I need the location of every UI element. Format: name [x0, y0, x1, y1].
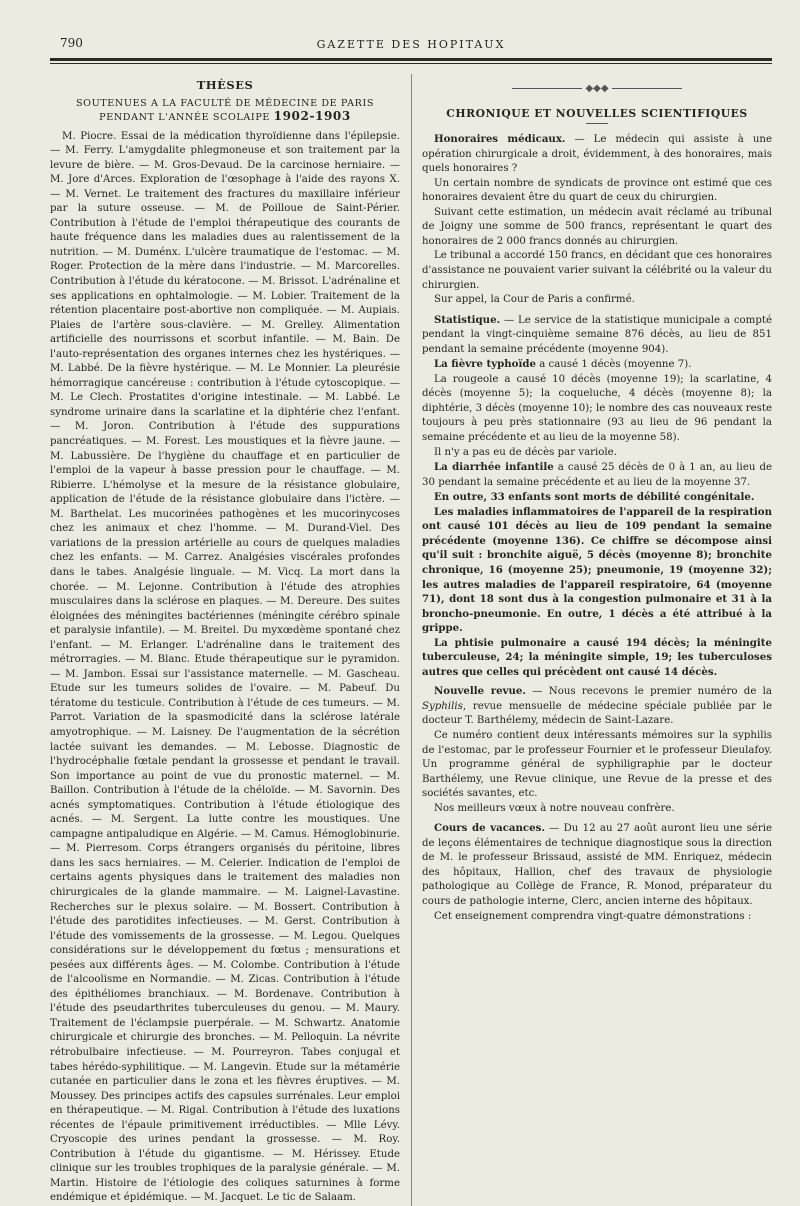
- page: [50, 28, 773, 1204]
- revue-text-1c: , revue mensuelle de médecine spéciale publiée par le docteur T. Barthélemy, médecin de Saint-Lazare.: [422, 700, 772, 727]
- theses-subtitle: [50, 97, 400, 124]
- honoraires-heading: Honoraires médicaux.: [434, 133, 566, 146]
- statistique-text-1: — Le service de la statistique municipale a compté pendant la vingt-cinquième semaine 876 décès, au lieu de 851 pendant la semaine précédente (moyenne 904).: [422, 314, 772, 355]
- statistique-text-6: En outre, 33 enfants sont morts de débilité congénitale.: [434, 491, 755, 504]
- cours-text-2: Cet enseignement comprendra vingt-quatre démonstrations :: [434, 910, 752, 922]
- honoraires-text-2: Un certain nombre de syndicats de province ont estimé que ces honoraires devaient être du quart de ceux du chirurgien.: [422, 177, 772, 204]
- right-column: [422, 74, 772, 1206]
- page-header: [50, 28, 772, 56]
- statistique-text-4: Il n'y a pas eu de décès par variole.: [434, 446, 617, 458]
- theses-subtitle-line2: PENDANT L'ANNÉE SCOLAIPE: [99, 111, 270, 123]
- chronique-rule: [586, 123, 608, 124]
- cours-heading: Cours de vacances.: [434, 822, 545, 835]
- honoraires-text-1: — Le médecin qui assiste à une opération chirurgicale a droit, évidemment, à des honoraires, mais quels honoraires ?: [422, 134, 772, 175]
- theses-year: 1902-1903: [273, 108, 351, 123]
- theses-subtitle-line1: SOUTENUES A LA FACULTÉ DE MÉDECINE DE PARIS: [75, 97, 375, 109]
- cours-text-1: — Du 12 au 27 août auront lieu une série de leçons élémentaires de technique diagnostique sous la direction de M. le professeur Brissaud, assisté de MM. Enriquez, médecin des hôpitaux, Hallion, chef des travaux de physiologie pathologique au Collège de France, R. Monod, préparateur du cours de pathologie interne, Clerc, ancien interne des hôpitaux.: [422, 823, 772, 907]
- columns: [50, 74, 772, 1206]
- statistique-text-7: Les maladies inflammatoires de l'appareil de la respiration ont causé 101 décès au lieu de 109 pendant la semaine précédente (moyenne 136). Ce chiffre se décompose ainsi qu'il suit : bronchite aiguë, 5 décès (moyenne 8); bronchite chronique, 16 (moyenne 25); pneumonie, 19 (moyenne 32); les autres maladies de l'appareil respiratoire, 64 (moyenne 71), dont 18 sont dus à la congestion pulmonaire et 31 à la broncho-pneumonie. En outre, 1 décès a été attribué à la grippe.: [422, 505, 772, 635]
- page-number: 790: [60, 36, 83, 50]
- theses-body: M. Piocre. Essai de la médication thyroïdienne dans l'épilepsie. — M. Ferry. L'amygdalite phlegmoneuse et son traitement par la levure de bière. — M. Gros-Devaud. De la carcinose herniaire. — M. Jore d'Arces. Exploration de l'œsophage à l'aide des rayons X. — M. Vernet. Le traitement des fractures du maxillaire inférieur par la suture osseuse. — M. de Poilloue de Saint-Périer. Contribution à l'étude de l'emploi thérapeutique des courants de haute fréquence dans les maladies dues au ralentissement de la nutrition. — M. Duménx. L'ulcère traumatique de l'estomac. — M. Roger. Protection de la mère dans l'industrie. — M. Marcorelles. Contribution à l'étude du kératocone. — M. Brissot. L'adrénaline et ses applications en ophtalmologie. — M. Lobier. Traitement de la rétention placentaire post-abortive non compliquée. — M. Aupiais. Plaies de l'artère sous-clavière. — M. Grelley. Alimentation artificielle des nourrissons et scorbut infantile. — M. Bain. De l'auto-représentation des organes internes chez les hystériques. — M. Labbé. De la fièvre hystérique. — M. Le Monnier. La pleurésie hémorragique cancéreuse : contribution à l'étude cytoscopique. — M. Le Clech. Prostatites d'origine intestinale. — M. Labbé. Le syndrome urinaire dans la scarlatine et la diphtérie chez l'enfant. — M. Joron. Contribution à l'étude des suppurations pancréatiques. — M. Forest. Les moustiques et la fièvre jaune. — M. Labussière. De l'hygiène du chauffage et en particulier de l'emploi de la vapeur à basse pression pour le chauffage. — M. Ribierre. L'hémolyse et la mesure de la résistance globulaire, application de l'étude de la résistance globulaire dans l'ictère. — M. Barthelat. Les mucorinées pathogènes et les mucorinycoses chez les animaux et chez l'homme. — M. Durand-Viel. Des variations de la pression artérielle au cours de quelques maladies chez les enfants. — M. Carrez. Analgésies viscérales profondes dans le tabes. Analgésie linguale. — M. Vicq. La mort dans la chorée. — M. Lejonne. Contribution à l'étude des atrophies musculaires dans la sclérose en plaques. — M. Dereure. Des suites éloignées des méningites bactériennes (méningite cérébro spinale et paralysie infantile). — M. Breitel. Du myxœdème spontané chez l'enfant. — M. Erlanger. L'adrénaline dans le traitement des métrorragies. — M. Blanc. Etude thérapeutique sur le pyramidon. — M. Jambon. Essai sur l'assistance maternelle. — M. Gascheau. Etude sur les tumeurs solides de l'ovaire. — M. Pabeuf. Du tératome du testicule. Contribution à l'étude de ces tumeurs. — M. Parrot. Variation de la spasmodicité dans la sclérose latérale amyotrophique. — M. Laisney. De l'augmentation de la sécrétion lactée suivant les demandes. — M. Lebosse. Diagnostic de l'hydrocéphalie fœtale pendant la grossesse et pendant le travail. Son importance au point de vue du pronostic maternel. — M. Baillon. Contribution à l'étude de la chéloïde. — M. Savornin. Des acnés symptomatiques. Contribution à l'étude étiologique des acnés. — M. Sergent. La lutte contre les moustiques. Une campagne antipaludique en Algérie. — M. Camus. Hémoglobinurie. — M. Pierresom. Corps étrangers organisés du péritoine, libres dans les sacs herniaires. — M. Celerier. Indication de l'emploi de certains agents physiques dans le traitement des maladies non chirurgicales de la glande mammaire. — M. Laignel-Lavastine. Recherches sur le plexus solaire. — M. Bossert. Contribution à l'étude des parotidites infectieuses. — M. Gerst. Contribution à l'étude des vomissements de la grossesse. — M. Legou. Quelques considérations sur le développement du fœtus ; mensurations et pesées aux différents âges. — M. Colombe. Contribution à l'étude de l'alcoolisme en Normandie. — M. Zicas. Contribution à l'étude des épithéliomes branchiaux. — M. Bordenave. Contribution à l'étude des pseudarthrites tuberculeuses du genou. — M. Maury. Traitement de l'éclampsie puerpérale. — M. Schwartz. Anatomie chirurgicale et chirurgie des bronches. — M. Pelloquin. La névrite rétrobulbaire infectieuse. — M. Pourreyron. Tabes conjugal et tabes hérédo-syphilitique. — M. Langevin. Etude sur la métamérie cutanée en particulier dans le zona et les fièvres éruptives. — M. Moussey. Des principes actifs des capsules surrénales. Leur emploi en thérapeutique. — M. Rigal. Contribution à l'étude des luxations récentes de l'épaule primitivement irréductibles. — Mlle Lévy. Cryoscopie des urines pendant la grossesse. — M. Roy. Contribution à l'étude du gigantisme. — M. Hérissey. Etude clinique sur les troubles trophiques de la paralysie générale. — M. Martin. Histoire de l'étiologie des coliques saturnines à forme endémique et épidémique. — M. Jacquet. Le tic de Salaam.: [50, 130, 400, 1204]
- chronique-title: CHRONIQUE ET NOUVELLES SCIENTIFIQUES: [446, 106, 748, 120]
- header-rule-thin: [50, 63, 772, 64]
- honoraires-paragraph: [422, 132, 772, 177]
- left-column: [50, 74, 400, 1206]
- column-divider: [411, 74, 412, 1206]
- statistique-text-3: La rougeole a causé 10 décès (moyenne 19); la scarlatine, 4 décès (moyenne 5); la coqueluche, 4 décès (moyenne 8); la diphtérie, 3 décès (moyenne 10); le nombre des cas nouveaux reste toujours à peu près stationnaire (93 au lieu de 96 pendant la semaine précédente et au lieu de la moyenne 58).: [422, 373, 772, 444]
- revue-heading: Nouvelle revue.: [434, 685, 526, 698]
- revue-text-3: Nos meilleurs vœux à notre nouveau confrère.: [434, 802, 675, 814]
- statistique-heading: Statistique.: [434, 313, 501, 326]
- statistique-diarrhee: [422, 460, 772, 490]
- statistique-text-8: La phtisie pulmonaire a causé 194 décès; la méningite tuberculeuse, 24; la méningite simple, 19; les tuberculoses autres que celles qui précèdent ont causé 14 décès.: [422, 636, 772, 678]
- statistique-paragraph: [422, 313, 772, 358]
- cours-paragraph: [422, 821, 772, 909]
- journal-title: GAZETTE DES HOPITAUX: [316, 38, 506, 51]
- header-rule-thick: [50, 58, 772, 61]
- typhoide-text: a causé 1 décès (moyenne 7).: [535, 359, 692, 371]
- section-ornament: ◆◆◆: [422, 82, 772, 97]
- revue-text-1a: — Nous recevons le premier numéro de la: [525, 686, 773, 698]
- revue-journal-name: Syphilis: [422, 700, 463, 712]
- typhoide-label: La fièvre typhoïde: [434, 358, 536, 371]
- diarrhee-label: La diarrhée infantile: [434, 461, 554, 474]
- honoraires-text-4: Le tribunal a accordé 150 francs, en décidant que ces honoraires d'assistance ne pouvaient varier suivant la célébrité ou la valeur du chirurgien.: [422, 250, 772, 291]
- honoraires-text-3: Suivant cette estimation, un médecin avait réclamé au tribunal de Joigny une somme de 500 francs, représentant le quart des honoraires de 2 000 francs donnés au chirurgien.: [422, 206, 772, 247]
- revue-text-2: Ce numéro contient deux intéressants mémoires sur la syphilis de l'estomac, par le professeur Fournier et le professeur Dieulafoy. Un programme général de syphiligraphie par le docteur Barthélemy, une Revue clinique, une Revue de la presse et des sociétés savantes, etc.: [422, 729, 772, 800]
- revue-paragraph: [422, 684, 772, 729]
- statistique-typhoide: [422, 357, 772, 373]
- diarrhee-text: a causé 25 décès de 0 à 1 an, au lieu de 30 pendant la semaine précédente et au lieu de la moyenne 37.: [422, 462, 772, 488]
- honoraires-text-5: Sur appel, la Cour de Paris a confirmé.: [434, 294, 635, 306]
- theses-title: THÈSES: [196, 78, 254, 92]
